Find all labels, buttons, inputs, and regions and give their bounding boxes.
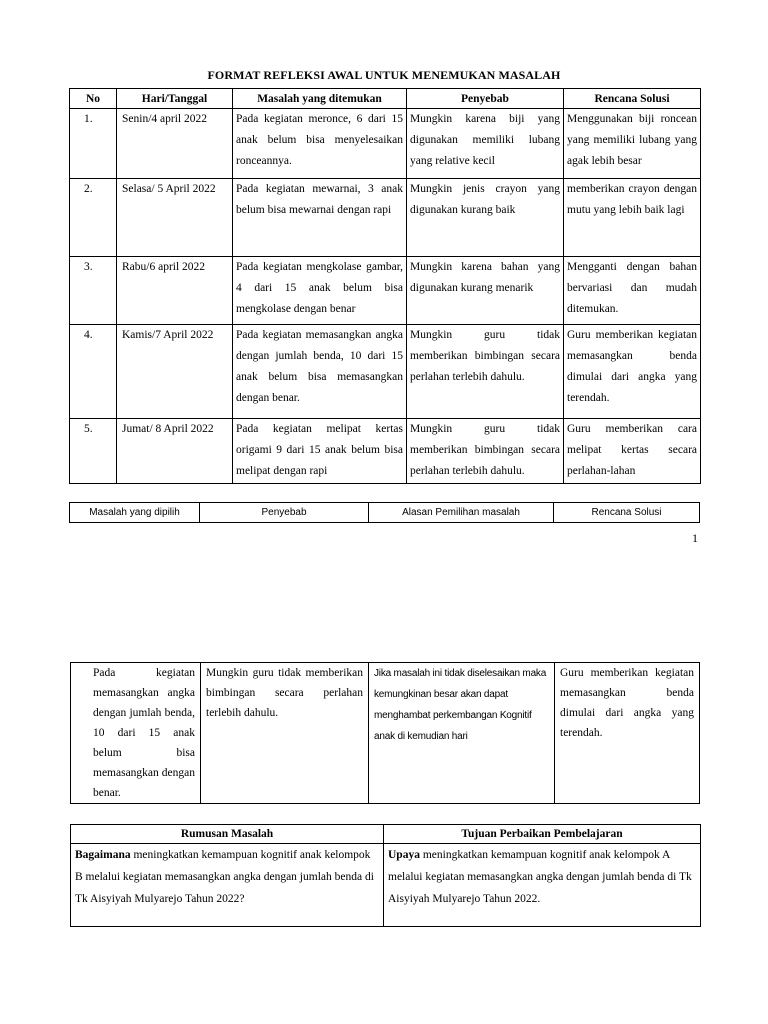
selected-problem-header-table — [69, 502, 700, 523]
row-solution: Menggunakan biji roncean yang memiliki lubang yang agak lebih besar — [564, 109, 701, 179]
row-date: Kamis/7 April 2022 — [117, 325, 233, 419]
table-row — [71, 844, 701, 927]
table-row — [70, 179, 701, 257]
row-cause: Mungkin guru tidak memberikan bimbingan secara perlahan terlebih dahulu. — [407, 325, 564, 419]
table-row — [70, 109, 701, 179]
formulation-lead-word: Bagaimana — [75, 849, 131, 861]
goal-text: meningkatkan kemampuan kognitif anak kelompok A melalui kegiatan memasangkan angka dengan jumlah benda di Tk Aisyiyah Mulyarejo Tahun 2022. — [388, 849, 692, 905]
improvement-goal-cell — [384, 844, 701, 927]
problem-formulation-cell — [71, 844, 384, 927]
row-cause: Mungkin karena bahan yang digunakan kurang menarik — [407, 257, 564, 325]
row-cause: Mungkin karena biji yang digunakan memiliki lubang yang relative kecil — [407, 109, 564, 179]
row-cause: Mungkin guru tidak memberikan bimbingan secara perlahan terlebih dahulu. — [407, 419, 564, 484]
formulation-text: meningkatkan kemampuan kognitif anak kelompok B melalui kegiatan memasangkan angka dengan jumlah benda di Tk Aisyiyah Mulyarejo Tahun 2022? — [75, 849, 374, 905]
table-row — [70, 419, 701, 484]
header-no: No — [70, 89, 117, 109]
row-solution: Mengganti dengan bahan bervariasi dan mudah ditemukan. — [564, 257, 701, 325]
reflection-table — [69, 88, 701, 484]
row-date: Jumat/ 8 April 2022 — [117, 419, 233, 484]
row-cause: Mungkin jenis crayon yang digunakan kurang baik — [407, 179, 564, 257]
row-no: 4. — [70, 325, 117, 419]
header-solution: Rencana Solusi — [554, 503, 700, 523]
formulation-table — [70, 824, 701, 927]
header-solution: Rencana Solusi — [564, 89, 701, 109]
solution-cell: Guru memberikan kegiatan memasangkan benda dimulai dari angka yang terendah. — [555, 663, 700, 804]
goal-lead-word: Upaya — [388, 849, 420, 861]
table-header-row — [71, 825, 701, 844]
row-date: Selasa/ 5 April 2022 — [117, 179, 233, 257]
row-problem: Pada kegiatan memasangkan angka dengan jumlah benda, 10 dari 15 anak belum bisa memasangkan dengan benar. — [233, 325, 407, 419]
document-title: FORMAT REFLEKSI AWAL UNTUK MENEMUKAN MASALAH — [207, 68, 561, 82]
row-no: 3. — [70, 257, 117, 325]
selected-problem-cell: Pada kegiatan memasangkan angka dengan jumlah benda, 10 dari 15 anak belum bisa memasangkan dengan benar. — [71, 663, 201, 804]
row-date: Rabu/6 april 2022 — [117, 257, 233, 325]
selected-problem-table — [70, 662, 700, 804]
page-number: 1 — [692, 531, 698, 545]
header-problem: Masalah yang ditemukan — [233, 89, 407, 109]
table-row — [70, 257, 701, 325]
row-no: 1. — [70, 109, 117, 179]
row-no: 5. — [70, 419, 117, 484]
table-row — [71, 663, 700, 804]
row-no: 2. — [70, 179, 117, 257]
row-solution: Guru memberikan cara melipat kertas secara perlahan-lahan — [564, 419, 701, 484]
row-solution: memberikan crayon dengan mutu yang lebih baik lagi — [564, 179, 701, 257]
reason-cell: Jika masalah ini tidak diselesaikan maka kemungkinan besar akan dapat menghambat perkembangan Kognitif anak di kemudian hari — [369, 663, 555, 804]
row-problem: Pada kegiatan mewarnai, 3 anak belum bisa mewarnai dengan rapi — [233, 179, 407, 257]
header-problem-formulation: Rumusan Masalah — [71, 825, 384, 844]
row-problem: Pada kegiatan meronce, 6 dari 15 anak belum bisa menyelesaikan ronceannya. — [233, 109, 407, 179]
table-header-row — [70, 503, 700, 523]
header-improvement-goal: Tujuan Perbaikan Pembelajaran — [384, 825, 701, 844]
header-cause: Penyebab — [200, 503, 369, 523]
header-cause: Penyebab — [407, 89, 564, 109]
header-date: Hari/Tanggal — [117, 89, 233, 109]
header-reason: Alasan Pemilihan masalah — [369, 503, 554, 523]
table-row — [70, 325, 701, 419]
row-solution: Guru memberikan kegiatan memasangkan benda dimulai dari angka yang terendah. — [564, 325, 701, 419]
row-problem: Pada kegiatan mengkolase gambar, 4 dari 15 anak belum bisa mengkolase dengan benar — [233, 257, 407, 325]
cause-cell: Mungkin guru tidak memberikan bimbingan secara perlahan terlebih dahulu. — [201, 663, 369, 804]
table-header-row — [70, 89, 701, 109]
row-problem: Pada kegiatan melipat kertas origami 9 dari 15 anak belum bisa melipat dengan rapi — [233, 419, 407, 484]
header-selected-problem: Masalah yang dipilih — [70, 503, 200, 523]
row-date: Senin/4 april 2022 — [117, 109, 233, 179]
